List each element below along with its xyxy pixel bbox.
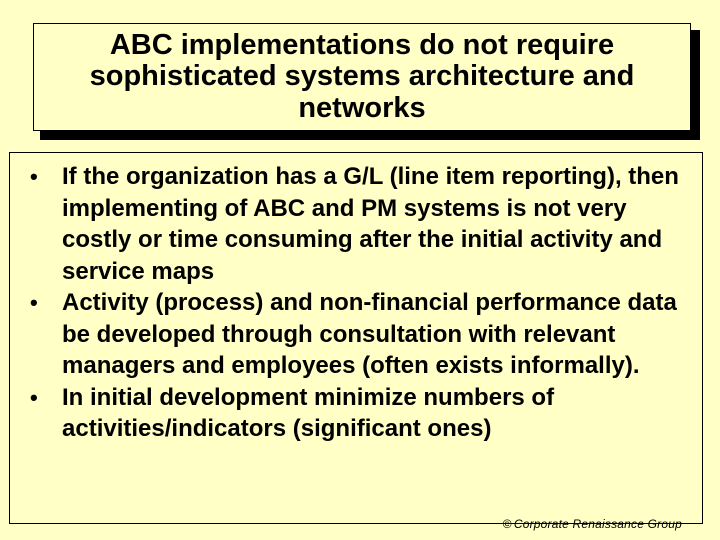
bullet-icon: •: [30, 164, 38, 189]
bullet-text: In initial development minimize numbers of activities/indicators (significant ones): [62, 383, 555, 442]
bullet-icon: •: [30, 384, 38, 410]
copyright-footer: [503, 517, 682, 531]
bullet-text: Activity (process) and non-financial performance data be developed through consultation with relevant managers and employees (often exists informally).: [62, 289, 677, 379]
slide-title: ABC implementations do not require sophisticated systems architecture and networks: [89, 29, 635, 124]
bullet-list: [22, 161, 692, 445]
bullet-item: [22, 287, 692, 382]
bullet-item: [22, 382, 692, 445]
copyright-icon: ©: [502, 517, 512, 531]
bullet-text: If the organization has a G/L (line item reporting), then implementing of ABC and PM systems is not very costly or time consuming after the initial activity and service maps: [62, 163, 679, 285]
title-box: [33, 23, 691, 131]
footer-text: Corporate Renaissance Group: [513, 517, 682, 531]
bullet-icon: •: [30, 290, 38, 315]
content-box: [9, 152, 703, 524]
bullet-item: [22, 161, 692, 287]
